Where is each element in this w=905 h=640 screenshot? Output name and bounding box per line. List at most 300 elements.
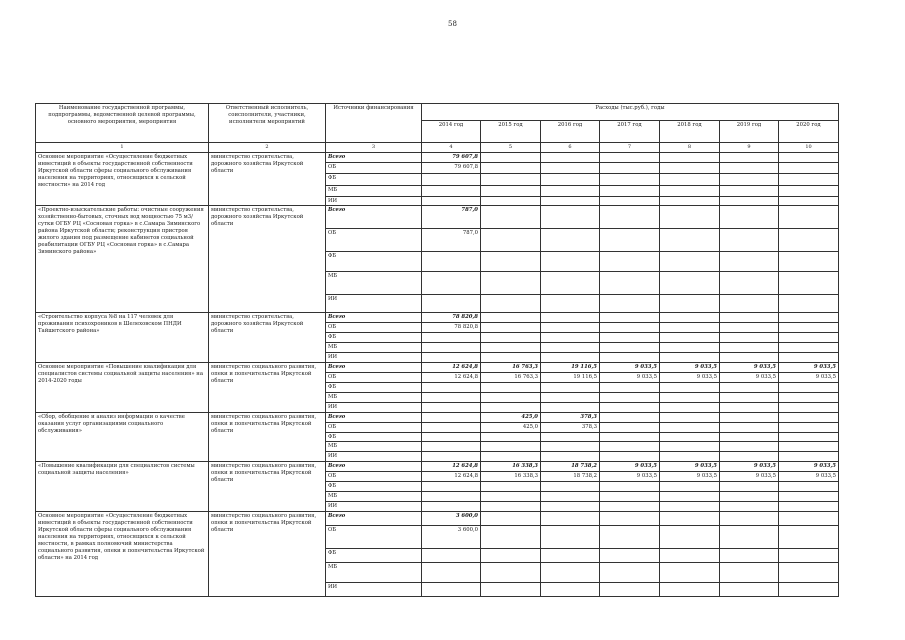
value-cell: 18 738,2 <box>541 472 600 482</box>
value-cell: 425,0 <box>481 422 541 432</box>
value-cell <box>422 353 481 363</box>
value-cell <box>660 382 720 392</box>
value-cell <box>720 432 779 442</box>
value-cell <box>600 152 660 162</box>
value-cell <box>541 162 600 173</box>
value-cell <box>779 323 839 333</box>
header-expenses: Расходы (тыс.руб.), годы <box>422 104 839 121</box>
value-cell <box>600 206 660 229</box>
funding-source-cell: Всего <box>326 511 422 525</box>
value-cell <box>481 252 541 272</box>
header-program: Наименование государственной программы, подпрограммы, ведомственной целевой программы, основного мероприятия, мероприятия <box>36 104 209 143</box>
value-cell <box>600 229 660 252</box>
value-cell <box>600 562 660 582</box>
value-cell <box>779 295 839 313</box>
value-cell: 19 116,5 <box>541 362 600 372</box>
value-cell <box>720 525 779 548</box>
table-row <box>36 362 839 372</box>
value-cell: 787,0 <box>422 229 481 252</box>
value-cell <box>779 343 839 353</box>
funding-source-cell: ФБ <box>326 333 422 343</box>
value-cell <box>481 525 541 548</box>
value-cell <box>481 382 541 392</box>
value-cell <box>481 392 541 402</box>
value-cell <box>481 333 541 343</box>
funding-source-cell: МБ <box>326 392 422 402</box>
value-cell <box>779 196 839 206</box>
value-cell: 425,0 <box>481 412 541 422</box>
funding-source-cell: ФБ <box>326 173 422 185</box>
value-cell <box>600 173 660 185</box>
value-cell <box>481 548 541 562</box>
value-cell <box>541 295 600 313</box>
funding-source-cell: ФБ <box>326 382 422 392</box>
value-cell <box>720 313 779 323</box>
value-cell <box>481 432 541 442</box>
value-cell <box>481 152 541 162</box>
executor-cell: министерство строительства, дорожного хозяйства Иркутской области <box>209 152 326 206</box>
value-cell <box>481 272 541 295</box>
value-cell <box>660 432 720 442</box>
year-header: 2014 год <box>422 121 481 143</box>
value-cell <box>541 548 600 562</box>
value-cell <box>779 333 839 343</box>
value-cell <box>660 548 720 562</box>
value-cell: 12 624,8 <box>422 362 481 372</box>
program-name-cell: Основное мероприятие «Осуществление бюджетных инвестиций в объекты государственной собственности Иркутской области сферы социального обслуживания населения на территориях, относящихся к сельской местности, в рамках полномочий министерства социального развития, опеки и попечительства Иркутской области» на 2014 год <box>36 511 209 596</box>
funding-source-cell: ИИ <box>326 353 422 363</box>
value-cell <box>422 432 481 442</box>
value-cell <box>779 511 839 525</box>
value-cell <box>541 206 600 229</box>
value-cell <box>660 562 720 582</box>
value-cell: 378,3 <box>541 422 600 432</box>
value-cell <box>720 422 779 432</box>
value-cell <box>422 272 481 295</box>
value-cell <box>600 313 660 323</box>
value-cell <box>720 152 779 162</box>
value-cell: 9 033,5 <box>600 472 660 482</box>
value-cell <box>600 272 660 295</box>
program-name-cell: «Проектно-изыскательские работы: очистные сооружения хозяйственно-бытовых, сточных вод мощностью 75 м3/сутки ОГБУ РЦ «Сосновая горка» в с.Самара Зиминского района Иркутской области; реконструкция пристроя жилого здания под размещение кабинетов социальной реабилитации ОГБУ РЦ «Сосновая горка» в с.Самара Зиминского района» <box>36 206 209 313</box>
value-cell: 16 763,3 <box>481 372 541 382</box>
value-cell <box>779 392 839 402</box>
value-cell <box>720 442 779 452</box>
value-cell <box>541 511 600 525</box>
value-cell <box>720 382 779 392</box>
column-number: 9 <box>720 143 779 153</box>
value-cell <box>779 382 839 392</box>
value-cell: 12 624,8 <box>422 462 481 472</box>
value-cell <box>660 412 720 422</box>
funding-source-cell: Всего <box>326 412 422 422</box>
funding-source-cell: ОБ <box>326 422 422 432</box>
value-cell <box>481 452 541 462</box>
column-number: 5 <box>481 143 541 153</box>
value-cell <box>779 548 839 562</box>
value-cell <box>541 323 600 333</box>
value-cell <box>422 442 481 452</box>
value-cell <box>779 173 839 185</box>
value-cell <box>779 491 839 501</box>
value-cell: 18 738,2 <box>541 462 600 472</box>
funding-source-cell: МБ <box>326 491 422 501</box>
value-cell <box>660 452 720 462</box>
value-cell <box>720 229 779 252</box>
value-cell <box>541 442 600 452</box>
value-cell <box>541 392 600 402</box>
value-cell <box>481 582 541 596</box>
value-cell <box>660 525 720 548</box>
value-cell <box>600 525 660 548</box>
value-cell <box>600 185 660 196</box>
value-cell <box>720 562 779 582</box>
program-name-cell: «Повышение квалификации для специалистов системы социальной защиты населения» <box>36 462 209 512</box>
value-cell <box>600 196 660 206</box>
value-cell <box>660 162 720 173</box>
value-cell <box>779 152 839 162</box>
funding-source-cell: ОБ <box>326 472 422 482</box>
value-cell <box>779 525 839 548</box>
value-cell <box>541 382 600 392</box>
value-cell <box>720 402 779 412</box>
value-cell <box>422 252 481 272</box>
value-cell <box>541 501 600 511</box>
value-cell <box>720 333 779 343</box>
value-cell: 9 033,5 <box>720 372 779 382</box>
funding-source-cell: ОБ <box>326 372 422 382</box>
value-cell <box>481 343 541 353</box>
value-cell <box>660 422 720 432</box>
value-cell <box>720 353 779 363</box>
funding-source-cell: Всего <box>326 206 422 229</box>
value-cell <box>660 392 720 402</box>
value-cell: 16 338,3 <box>481 462 541 472</box>
value-cell <box>720 343 779 353</box>
value-cell <box>779 313 839 323</box>
value-cell <box>779 272 839 295</box>
value-cell <box>541 452 600 462</box>
program-name-cell: Основное мероприятие «Осуществление бюджетных инвестиций в объекты государственной собственности Иркутской области сферы социального обслуживания населения на территориях, относящихся к сельской местности» на 2014 год <box>36 152 209 206</box>
value-cell <box>779 422 839 432</box>
funding-source-cell: ИИ <box>326 501 422 511</box>
year-header: 2017 год <box>600 121 660 143</box>
value-cell <box>720 412 779 422</box>
executor-cell: министерство социального развития, опеки и попечительства Иркутской области <box>209 412 326 462</box>
value-cell <box>422 173 481 185</box>
funding-source-cell: МБ <box>326 272 422 295</box>
value-cell <box>779 412 839 422</box>
value-cell <box>779 353 839 363</box>
value-cell <box>422 482 481 492</box>
value-cell <box>541 491 600 501</box>
value-cell <box>422 422 481 432</box>
value-cell <box>660 491 720 501</box>
value-cell <box>660 501 720 511</box>
value-cell <box>481 482 541 492</box>
value-cell <box>720 295 779 313</box>
value-cell <box>481 313 541 323</box>
funding-source-cell: Всего <box>326 462 422 472</box>
funding-source-cell: МБ <box>326 185 422 196</box>
value-cell <box>541 272 600 295</box>
value-cell <box>600 501 660 511</box>
value-cell <box>481 562 541 582</box>
value-cell: 78 820,8 <box>422 313 481 323</box>
value-cell <box>660 229 720 252</box>
value-cell: 9 033,5 <box>660 462 720 472</box>
value-cell <box>720 511 779 525</box>
value-cell <box>600 353 660 363</box>
year-header: 2019 год <box>720 121 779 143</box>
value-cell <box>660 442 720 452</box>
value-cell <box>541 313 600 323</box>
value-cell <box>779 252 839 272</box>
value-cell <box>779 432 839 442</box>
value-cell <box>422 562 481 582</box>
value-cell <box>660 582 720 596</box>
funding-source-cell: ОБ <box>326 525 422 548</box>
value-cell: 9 033,5 <box>720 362 779 372</box>
value-cell <box>779 206 839 229</box>
value-cell <box>422 392 481 402</box>
value-cell <box>600 402 660 412</box>
value-cell <box>720 491 779 501</box>
value-cell <box>481 295 541 313</box>
executor-cell: министерство социального развития, опеки и попечительства Иркутской области <box>209 362 326 412</box>
value-cell: 9 033,5 <box>779 462 839 472</box>
value-cell <box>422 185 481 196</box>
value-cell <box>481 511 541 525</box>
value-cell <box>481 206 541 229</box>
value-cell <box>779 185 839 196</box>
value-cell <box>720 196 779 206</box>
value-cell: 9 033,5 <box>600 372 660 382</box>
value-cell: 16 763,3 <box>481 362 541 372</box>
table-row <box>36 412 839 422</box>
value-cell <box>422 343 481 353</box>
program-name-cell: «Сбор, обобщение и анализ информации о качестве оказания услуг организациями социального обслуживания» <box>36 412 209 462</box>
value-cell: 9 033,5 <box>779 362 839 372</box>
value-cell <box>481 491 541 501</box>
value-cell <box>660 313 720 323</box>
year-header: 2018 год <box>660 121 720 143</box>
value-cell <box>481 229 541 252</box>
value-cell <box>600 442 660 452</box>
value-cell <box>541 432 600 442</box>
column-number: 10 <box>779 143 839 153</box>
funding-source-cell: ФБ <box>326 548 422 562</box>
value-cell <box>600 582 660 596</box>
table-row <box>36 511 839 525</box>
value-cell <box>541 562 600 582</box>
value-cell: 378,3 <box>541 412 600 422</box>
value-cell <box>422 402 481 412</box>
column-number: 4 <box>422 143 481 153</box>
value-cell <box>481 173 541 185</box>
year-header: 2020 год <box>779 121 839 143</box>
value-cell <box>541 333 600 343</box>
value-cell <box>541 196 600 206</box>
funding-source-cell: ОБ <box>326 323 422 333</box>
value-cell <box>481 353 541 363</box>
value-cell <box>720 501 779 511</box>
executor-cell: министерство социального развития, опеки и попечительства Иркутской области <box>209 462 326 512</box>
value-cell <box>660 152 720 162</box>
value-cell <box>600 382 660 392</box>
value-cell <box>720 548 779 562</box>
value-cell <box>660 333 720 343</box>
value-cell <box>422 382 481 392</box>
value-cell <box>541 173 600 185</box>
value-cell <box>600 343 660 353</box>
funding-source-cell: ИИ <box>326 295 422 313</box>
column-number: 7 <box>600 143 660 153</box>
value-cell <box>660 343 720 353</box>
value-cell <box>422 491 481 501</box>
value-cell: 3 600,0 <box>422 525 481 548</box>
table-row <box>36 206 839 229</box>
value-cell: 12 624,8 <box>422 372 481 382</box>
table-row <box>36 152 839 162</box>
value-cell <box>660 252 720 272</box>
value-cell <box>720 206 779 229</box>
value-cell <box>660 196 720 206</box>
value-cell <box>660 353 720 363</box>
program-name-cell: «Строительство корпуса №8 на 117 человек для проживания психохроников в Шелеховском ПНДИ Тайшетского района» <box>36 313 209 363</box>
year-header: 2016 год <box>541 121 600 143</box>
value-cell <box>720 185 779 196</box>
value-cell: 9 033,5 <box>600 462 660 472</box>
value-cell <box>600 333 660 343</box>
value-cell <box>600 412 660 422</box>
value-cell: 9 033,5 <box>779 372 839 382</box>
executor-cell: министерство строительства, дорожного хозяйства Иркутской области <box>209 313 326 363</box>
funding-source-cell: ИИ <box>326 402 422 412</box>
program-name-cell: Основное мероприятие «Повышение квалификации для специалистов системы социальной защиты населения» на 2014-2020 годы <box>36 362 209 412</box>
value-cell <box>481 196 541 206</box>
header-executor: Ответственный исполнитель, соисполнители, участники, исполнители мероприятий <box>209 104 326 143</box>
value-cell <box>541 343 600 353</box>
executor-cell: министерство социального развития, опеки и попечительства Иркутской области <box>209 511 326 596</box>
value-cell: 79 607,8 <box>422 152 481 162</box>
value-cell <box>779 402 839 412</box>
funding-source-cell: ОБ <box>326 162 422 173</box>
value-cell <box>541 185 600 196</box>
value-cell <box>481 442 541 452</box>
funding-source-cell: Всего <box>326 362 422 372</box>
value-cell: 9 033,5 <box>720 472 779 482</box>
value-cell <box>600 432 660 442</box>
value-cell <box>541 152 600 162</box>
value-cell <box>600 323 660 333</box>
value-cell <box>422 196 481 206</box>
value-cell <box>779 582 839 596</box>
value-cell <box>779 501 839 511</box>
column-number: 8 <box>660 143 720 153</box>
value-cell <box>422 333 481 343</box>
funding-source-cell: Всего <box>326 313 422 323</box>
funding-source-cell: ОБ <box>326 229 422 252</box>
value-cell: 9 033,5 <box>720 462 779 472</box>
value-cell <box>600 392 660 402</box>
value-cell <box>422 412 481 422</box>
funding-source-cell: ИИ <box>326 452 422 462</box>
budget-table <box>35 103 839 597</box>
value-cell <box>541 402 600 412</box>
funding-source-cell: Всего <box>326 152 422 162</box>
value-cell <box>720 323 779 333</box>
value-cell <box>541 525 600 548</box>
value-cell <box>720 452 779 462</box>
page-number: 58 <box>448 20 457 28</box>
value-cell <box>779 482 839 492</box>
value-cell <box>541 482 600 492</box>
value-cell <box>779 162 839 173</box>
header-source: Источники финансирования <box>326 104 422 143</box>
funding-source-cell: ФБ <box>326 432 422 442</box>
value-cell <box>600 162 660 173</box>
value-cell: 19 116,5 <box>541 372 600 382</box>
value-cell: 12 624,8 <box>422 472 481 482</box>
funding-source-cell: ИИ <box>326 582 422 596</box>
value-cell <box>422 582 481 596</box>
value-cell <box>600 511 660 525</box>
value-cell: 9 033,5 <box>660 362 720 372</box>
value-cell <box>481 162 541 173</box>
value-cell <box>660 206 720 229</box>
value-cell <box>779 229 839 252</box>
value-cell <box>660 402 720 412</box>
value-cell: 9 033,5 <box>660 472 720 482</box>
value-cell <box>600 482 660 492</box>
value-cell <box>422 295 481 313</box>
column-number: 2 <box>209 143 326 153</box>
value-cell <box>422 548 481 562</box>
value-cell <box>422 452 481 462</box>
value-cell: 3 600,0 <box>422 511 481 525</box>
value-cell <box>541 252 600 272</box>
table-row <box>36 313 839 323</box>
value-cell <box>600 422 660 432</box>
value-cell <box>779 442 839 452</box>
value-cell <box>600 295 660 313</box>
value-cell <box>660 295 720 313</box>
value-cell: 9 033,5 <box>600 362 660 372</box>
value-cell <box>660 323 720 333</box>
value-cell: 16 338,3 <box>481 472 541 482</box>
table-row <box>36 462 839 472</box>
value-cell <box>660 511 720 525</box>
value-cell <box>481 501 541 511</box>
value-cell: 78 820,8 <box>422 323 481 333</box>
value-cell <box>720 173 779 185</box>
value-cell <box>779 452 839 462</box>
value-cell <box>720 162 779 173</box>
funding-source-cell: МБ <box>326 562 422 582</box>
value-cell <box>720 582 779 596</box>
value-cell <box>720 392 779 402</box>
value-cell: 79 607,8 <box>422 162 481 173</box>
column-number: 6 <box>541 143 600 153</box>
value-cell <box>720 252 779 272</box>
funding-source-cell: ФБ <box>326 482 422 492</box>
executor-cell: министерство строительства, дорожного хозяйства Иркутской области <box>209 206 326 313</box>
value-cell <box>600 452 660 462</box>
value-cell <box>660 185 720 196</box>
value-cell <box>481 402 541 412</box>
value-cell <box>422 501 481 511</box>
